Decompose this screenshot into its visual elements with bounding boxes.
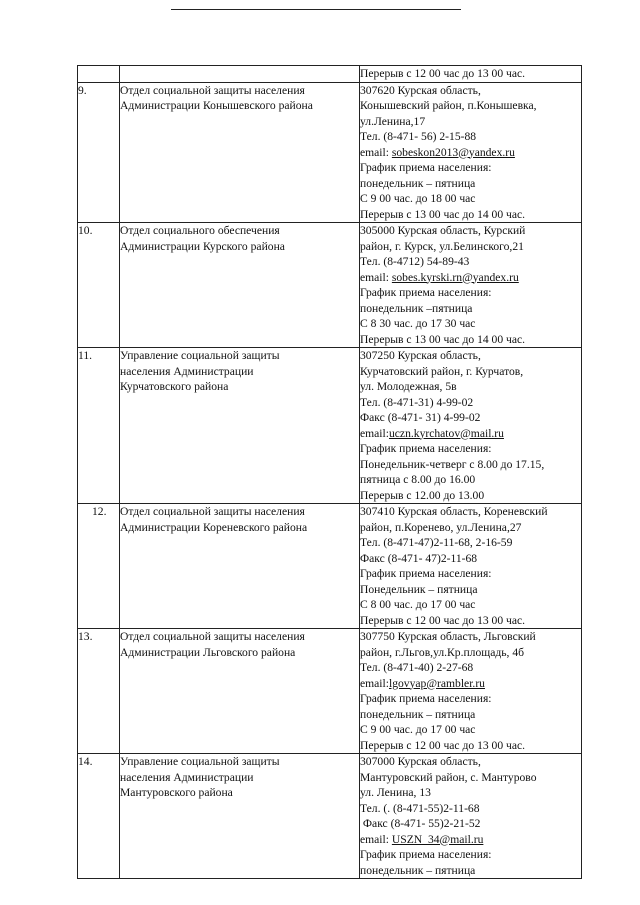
info-line: ул. Молодежная, 5в [360,380,457,393]
email-label: email: [360,426,389,440]
info-line: Перерыв с 12 00 час до 13 00 час. [360,738,526,752]
info-line: 307620 Курская область, [360,83,481,97]
organization-name-line: Администрации Курского района [120,239,285,253]
info-line: График приема населения: [360,848,492,861]
info-line: Факс (8-471- 55)2-21-52 [360,817,481,830]
info-line: понедельник – пятница [360,176,476,190]
info-line: Понедельник – пятница [360,582,478,596]
info-line: район, п.Коренево, ул.Ленина,27 [360,520,522,534]
email-line [360,676,581,692]
info-line: 307000 Курская область, [360,755,481,768]
info-line: пятница с 8.00 до 16.00 [360,473,476,486]
contact-info-cell [360,82,582,223]
info-line: 307410 Курская область, Кореневский [360,505,548,518]
info-line: Конышевский район, п.Конышевка, [360,99,537,112]
info-line: Тел. (8-471- 56) 2-15-88 [360,130,477,143]
contact-info-cell [360,348,582,504]
info-line: С 9 00 час. до 17 00 час [360,723,476,736]
email-line [360,270,581,286]
info-line: Факс (8-471- 47)2-11-68 [360,551,478,565]
organization-cell [120,82,360,223]
organization-name-line: Администрации Конышевского района [120,99,313,112]
contacts-table [77,65,582,879]
info-line: Понедельник-четверг с 8.00 до 17.15, [360,457,545,471]
contact-info-cell [360,754,582,879]
row-number: 9. [78,82,120,223]
info-line: понедельник – пятница [360,863,476,877]
info-line: Перерыв с 12 00 час до 13 00 час. [360,67,526,80]
row-number: 12. [78,504,120,629]
info-line: ул. Ленина, 13 [360,786,431,799]
info-line: Перерыв с 12 00 час до 13 00 час. [360,613,526,627]
info-line: Тел. (8-471-31) 4-99-02 [360,395,474,409]
contact-info-cell [360,66,582,83]
organization-name-line: Мантуровского района [120,786,233,799]
email-link[interactable]: sobeskon2013@yandex.ru [391,145,515,159]
info-line: понедельник –пятница [360,301,473,315]
organization-cell [120,629,360,754]
email-link[interactable]: uczn.kyrchatov@mail.ru [388,426,504,440]
info-line: График приема населения: [360,286,492,299]
info-line: 305000 Курская область, Курский [360,224,526,237]
table-body [78,66,582,879]
top-rule [171,9,461,10]
info-line: понедельник – пятница [360,707,476,721]
info-line: Тел. (8-471-47)2-11-68, 2-16-59 [360,536,513,549]
organization-name-line: населения Администрации [120,364,254,378]
email-line [360,426,581,442]
organization-cell [120,504,360,629]
table-row [78,754,582,879]
organization-cell [120,754,360,879]
info-line: 307250 Курская область, [360,349,481,362]
contact-info-cell [360,504,582,629]
info-line: Тел. (. (8-471-55)2-11-68 [360,801,480,815]
row-number: 10. [78,223,120,348]
row-number: 11. [78,348,120,504]
organization-name-line: Отдел социального обеспечения [120,224,280,237]
info-line: График приема населения: [360,567,492,580]
organization-name-line: Администрации Льговского района [120,645,296,659]
table-row [78,82,582,223]
number-cell [78,66,120,83]
email-link[interactable]: sobes.kyrski.rn@yandex.ru [391,270,519,284]
info-line: 307750 Курская область, Льговский [360,630,536,643]
info-line: График приема населения: [360,161,492,174]
info-line: Перерыв с 12.00 до 13.00 [360,488,485,502]
info-line: С 8 30 час. до 17 30 час [360,317,476,330]
contact-info-cell [360,629,582,754]
organization-cell [120,66,360,83]
info-line: район, г.Льгов,ул.Кр.площадь, 4б [360,645,525,659]
info-line: С 8 00 час. до 17 00 час [360,598,476,611]
organization-name-line: Отдел социальной защиты населения [120,630,305,643]
table-row [78,223,582,348]
row-number: 13. [78,629,120,754]
table-row-continuation [78,66,582,83]
info-line: График приема населения: [360,692,492,705]
info-line: район, г. Курск, ул.Белинского,21 [360,239,524,253]
info-line: Мантуровский район, с. Мантурово [360,770,537,784]
email-label: email: [360,832,392,846]
organization-name-line: Управление социальной защиты [120,349,280,362]
info-line: Перерыв с 13 00 час до 14 00 час. [360,207,526,221]
organization-cell [120,348,360,504]
organization-cell [120,223,360,348]
info-line: График приема населения: [360,442,492,455]
info-line: Факс (8-471- 31) 4-99-02 [360,411,481,424]
email-link[interactable]: lgovyap@rambler.ru [388,676,485,690]
organization-name-line: Отдел социальной защиты населения [120,83,305,97]
info-line: Тел. (8-4712) 54-89-43 [360,255,470,268]
organization-name-line: населения Администрации [120,770,254,784]
table-row [78,504,582,629]
email-link[interactable]: USZN_34@mail.ru [391,832,484,846]
info-line: Перерыв с 13 00 час до 14 00 час. [360,332,526,346]
email-label: email: [360,145,392,159]
organization-name-line: Курчатовского района [120,380,229,393]
email-label: email: [360,270,392,284]
info-line: С 9 00 час. до 18 00 час [360,192,476,205]
table-row [78,629,582,754]
organization-name-line: Администрации Кореневского района [120,520,308,534]
info-line: ул.Ленина,17 [360,114,426,128]
organization-name-line: Отдел социальной защиты населения [120,505,305,518]
table-row [78,348,582,504]
row-number: 14. [78,754,120,879]
email-line [360,145,581,161]
contact-info-cell [360,223,582,348]
info-line: Курчатовский район, г. Курчатов, [360,364,524,378]
organization-name-line: Управление социальной защиты [120,755,280,768]
email-line [360,832,581,848]
info-line: Тел. (8-471-40) 2-27-68 [360,661,474,674]
email-label: email: [360,676,389,690]
